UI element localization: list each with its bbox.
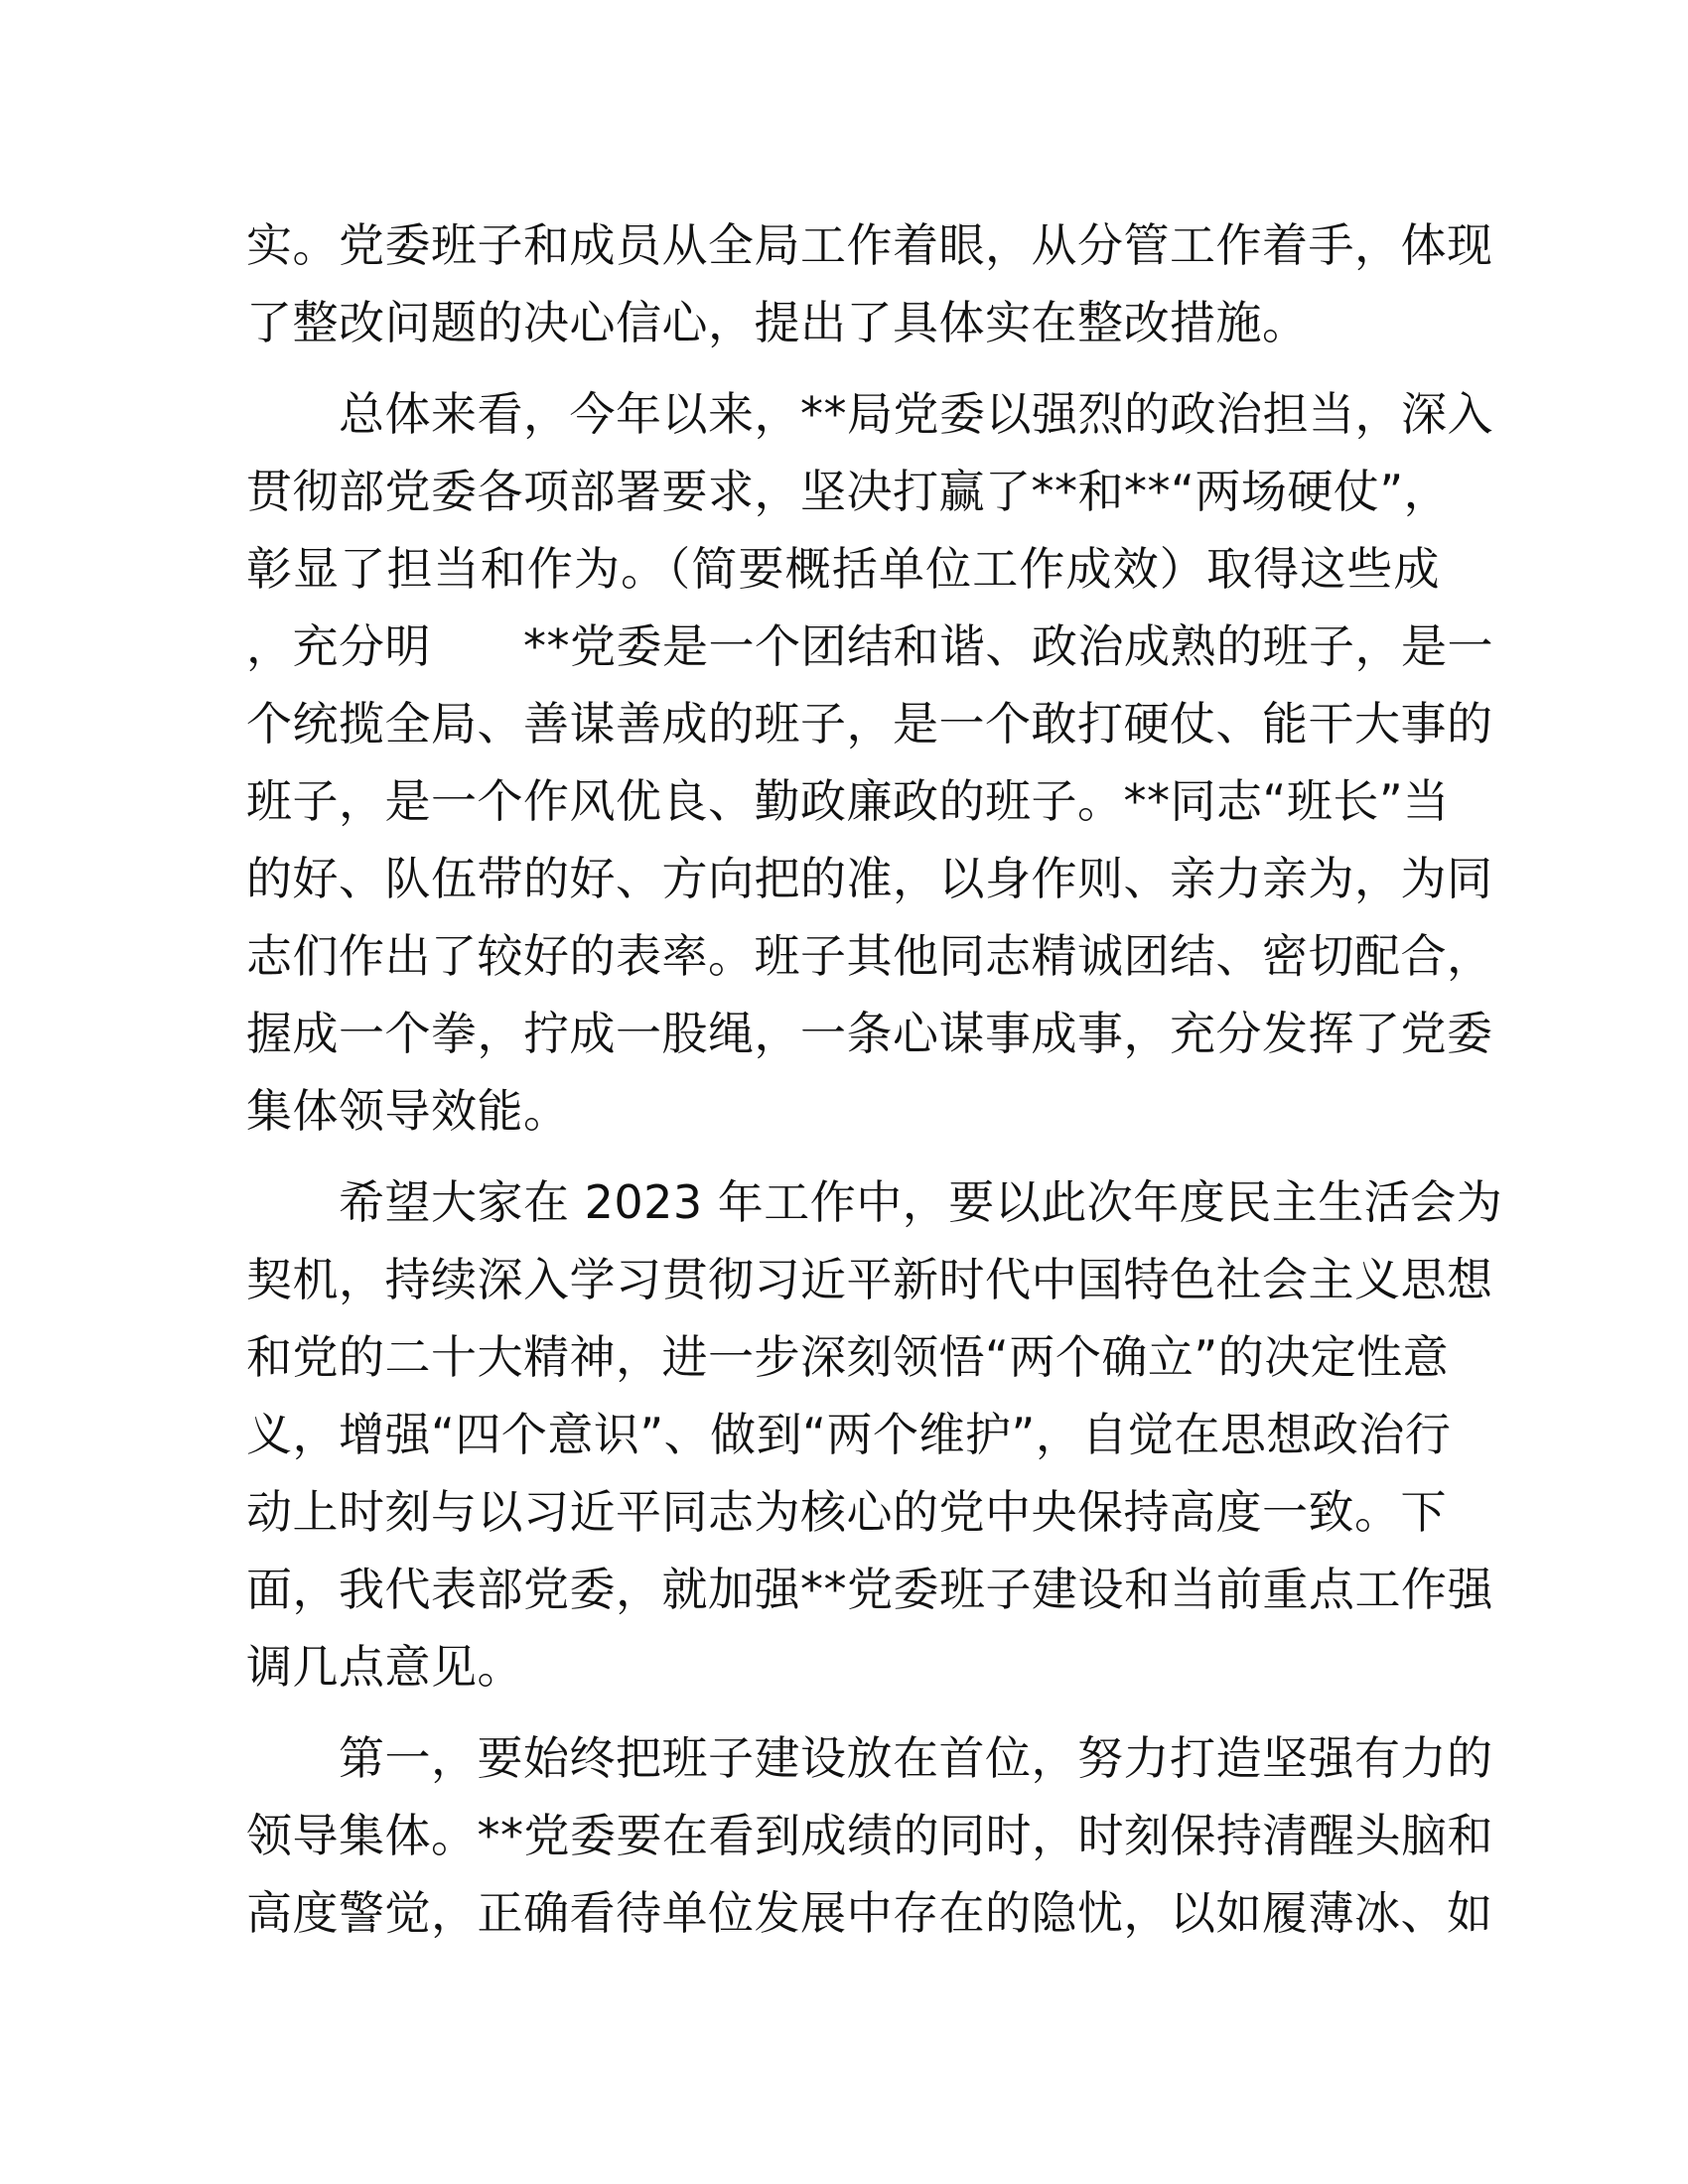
text-line: 调几点意见。 — [246, 1640, 523, 1694]
text-line: 高度警觉，正确看待单位发展中存在的隐忧，以如履薄冰、如 — [246, 1886, 1493, 1940]
text-line: 契机，持续深入学习贯彻习近平新时代中国特色社会主义思想 — [246, 1253, 1493, 1306]
paragraph-2 — [246, 375, 1493, 1150]
text-line: 集体领导效能。 — [246, 1084, 570, 1138]
text-line: 实。党委班子和成员从全局工作着眼，从分管工作着手，体现 — [246, 218, 1493, 272]
text-line: 希望大家在 2023 年工作中，要以此次年度民主生活会为 — [246, 1175, 1503, 1229]
text-line: 志们作出了较好的表率。班子其他同志精诚团结、密切配合， — [246, 929, 1493, 983]
text-line: 义，增强“四个意识”、做到“两个维护”，自觉在思想政治行 — [246, 1408, 1452, 1461]
paragraph-3 — [246, 1163, 1503, 1706]
text-line: 彰显了担当和作为。（简要概括单位工作成效）取得这些成 — [246, 542, 1440, 596]
text-line: 动上时刻与以习近平同志为核心的党中央保持高度一致。下 — [246, 1485, 1447, 1539]
text-line: 总体来看，今年以来，**局党委以强烈的政治担当，深入 — [246, 387, 1493, 441]
text-line: 了整改问题的决心信心，提出了具体实在整改措施。 — [246, 296, 1309, 349]
text-line: 个统揽全局、善谋善成的班子，是一个敢打硬仗、能干大事的 — [246, 697, 1493, 751]
text-line: 领导集体。**党委要在看到成绩的同时，时刻保持清醒头脑和 — [246, 1809, 1493, 1862]
text-line: 的好、队伍带的好、方向把的准，以身作则、亲力亲为，为同 — [246, 852, 1493, 905]
text-line: ，充分明 **党委是一个团结和谐、政治成熟的班子，是一 — [246, 619, 1493, 673]
paragraph-1 — [246, 206, 1493, 361]
text-line: 班子，是一个作风优良、勤政廉政的班子。**同志“班长”当 — [246, 774, 1450, 828]
text-line: 和党的二十大精神，进一步深刻领悟“两个确立”的决定性意 — [246, 1330, 1450, 1384]
text-line: 握成一个拳，拧成一股绳，一条心谋事成事，充分发挥了党委 — [246, 1007, 1493, 1060]
document-body — [246, 206, 1503, 1952]
text-line: 贯彻部党委各项部署要求，坚决打赢了**和**“两场硬仗”， — [246, 465, 1451, 518]
text-line: 第一，要始终把班子建设放在首位，努力打造坚强有力的 — [246, 1731, 1493, 1785]
paragraph-4 — [246, 1719, 1493, 1952]
text-line: 面，我代表部党委，就加强**党委班子建设和当前重点工作强 — [246, 1563, 1493, 1616]
